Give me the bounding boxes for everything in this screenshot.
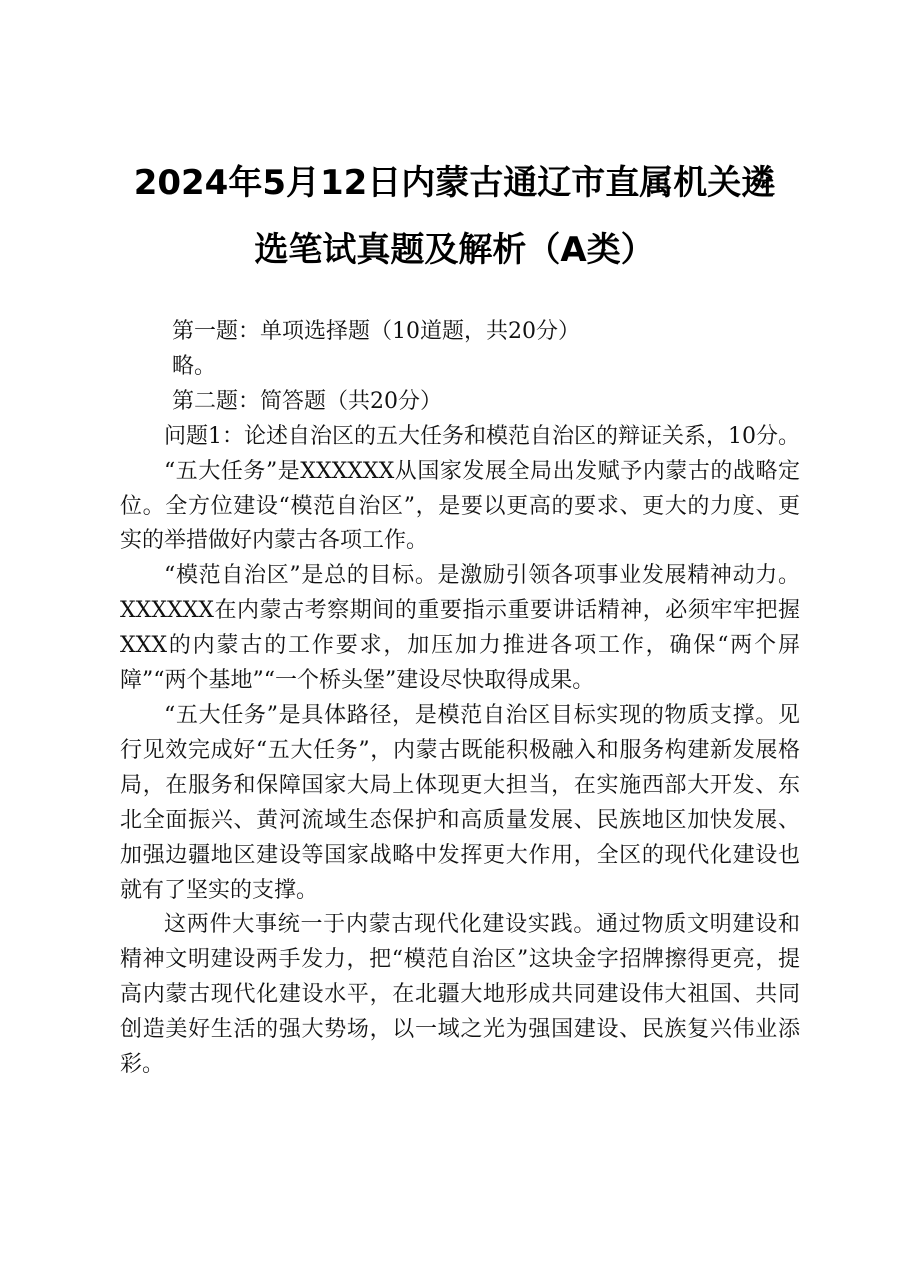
answer-paragraph-3: “五大任务”是具体路径，是模范自治区目标实现的物质支撑。见行见效完成好“五大任务”，内蒙古既能积极融入和服务构建新发展格局，在服务和保障国家大局上体现更大担当，在实施西部大开发、东北全面振兴、黄河流域生态保护和高质量发展、民族地区加快发展、加强边疆地区建设等国家战略中发挥更大作用，全区的现代化建设也就有了坚实的支撑。: [120, 702, 800, 903]
section-1-body: 略。: [172, 353, 217, 379]
section-2-heading: 第二题：简答题（共20分）: [172, 388, 442, 414]
question-1: 问题1：论述自治区的五大任务和模范自治区的辩证关系，10分。: [164, 423, 800, 449]
answer-paragraph-4: 这两件大事统一于内蒙古现代化建设实践。通过物质文明建设和精神文明建设两手发力，把“模范自治区”这块金字招牌擦得更亮，提高内蒙古现代化建设水平，在北疆大地形成共同建设伟大祖国、共同创造美好生活的强大势场，以一域之光为强国建设、民族复兴伟业添彩。: [120, 912, 800, 1078]
document-title-line-2: 选笔试真题及解析（A类）: [254, 230, 655, 270]
answer-paragraph-1: “五大任务”是XXXXXX从国家发展全局出发赋予内蒙古的战略定位。全方位建设“模范自治区”，是要以更高的要求、更大的力度、更实的举措做好内蒙古各项工作。: [120, 458, 800, 554]
answer-paragraph-2: “模范自治区”是总的目标。是激励引领各项事业发展精神动力。XXXXXX在内蒙古考察期间的重要指示重要讲话精神，必须牢牢把握XXX的内蒙古的工作要求，加压加力推进各项工作，确保“两个屏障”“两个基地”“一个桥头堡”建设尽快取得成果。: [120, 563, 800, 694]
section-1-heading: 第一题：单项选择题（10道题，共20分）: [172, 319, 580, 344]
document-body: [120, 315, 800, 1083]
document-title-line-1: 2024年5月12日内蒙古通辽市直属机关遴: [133, 163, 776, 203]
